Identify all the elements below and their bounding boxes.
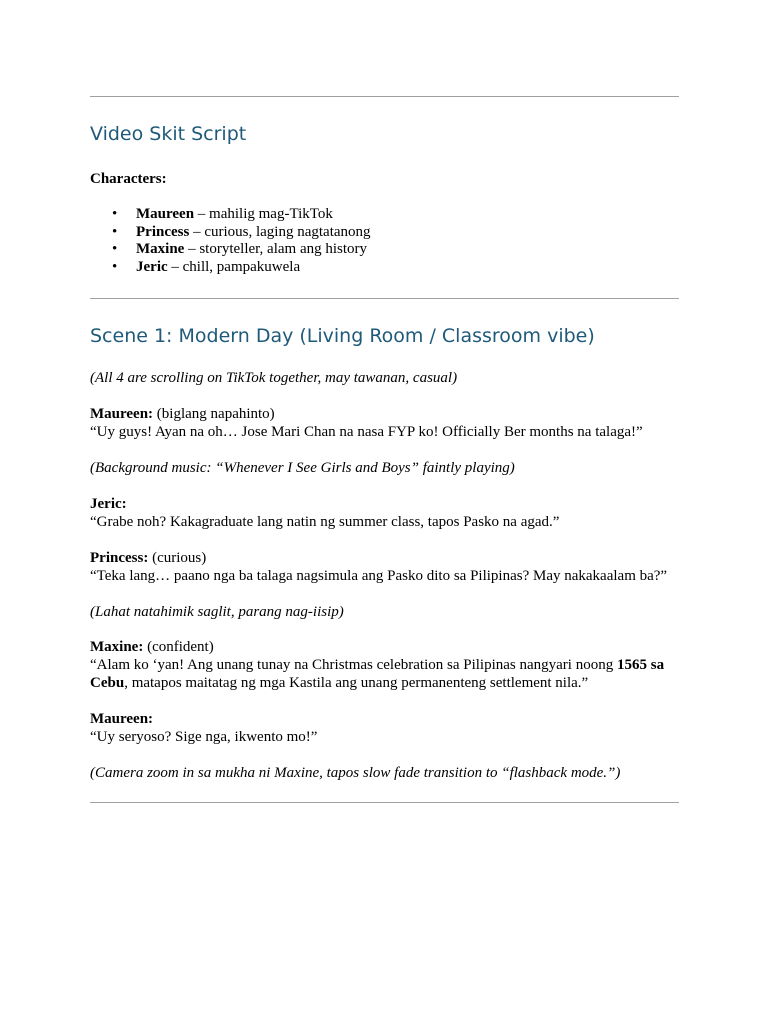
speaker-note: (confident) [143,639,214,655]
dialogue-speaker [90,549,679,567]
stage-direction: (Lahat natahimik saglit, parang nag-iisip) [90,604,344,620]
dialogue-text: , matapos maitatag ng mga Kastila ang unang permanenteng settlement nila.” [124,675,589,691]
character-name: Maxine [136,241,185,258]
bullet-icon: • [112,206,118,222]
character-name: Jeric [136,259,168,276]
dialogue-line [90,656,679,692]
character-name: Princess [136,223,190,240]
dialogue-speaker [90,638,679,656]
speaker-note: (curious) [148,550,207,566]
dialogue-line: “Grabe noh? Kakagraduate lang natin ng summer class, tapos Pasko na agad.” [90,514,560,530]
dialogue-speaker [90,495,679,513]
bullet-icon: • [112,241,118,258]
stage-direction: (All 4 are scrolling on TikTok together, may tawanan, casual) [90,370,458,386]
speaker-name: Maureen: [90,711,154,727]
speaker-name: Maureen: [90,406,154,422]
bullet-icon: • [112,259,118,276]
scene-heading: Scene 1: Modern Day (Living Room / Classroom vibe) [90,325,595,347]
list-item [90,259,371,277]
speaker-name: Maxine: [90,639,144,655]
character-desc: – curious, laging nagtatanong [189,223,371,240]
characters-list [90,206,371,277]
character-desc: – chill, pampakuwela [167,259,301,276]
document-title: Video Skit Script [90,123,247,145]
characters-label: Characters: [90,171,167,187]
speaker-note: (biglang napahinto) [153,406,275,422]
dialogue-speaker [90,710,679,728]
list-item [90,224,371,242]
list-item [90,206,371,224]
dialogue-line: “Teka lang… paano nga ba talaga nagsimula ang Pasko dito sa Pilipinas? May nakakaalam ba?” [90,568,668,584]
stage-direction: (Background music: “Whenever I See Girls and Boys” faintly playing) [90,460,515,476]
dialogue-emphasis: 1565 sa Cebu [90,657,665,691]
character-desc: – mahilig mag-TikTok [194,206,333,222]
speaker-name: Jeric: [90,496,127,512]
horizontal-rule [90,96,679,97]
dialogue-line: “Uy seryoso? Sige nga, ikwento mo!” [90,729,318,745]
dialogue-text: “Alam ko ‘yan! Ang unang tunay na Christmas celebration sa Pilipinas nangyari noong [90,657,617,673]
dialogue-speaker [90,405,679,423]
speaker-name: Princess: [90,550,149,566]
character-desc: – storyteller, alam ang history [184,241,368,258]
horizontal-rule [90,802,679,803]
stage-direction: (Camera zoom in sa mukha ni Maxine, tapos slow fade transition to “flashback mode.”) [90,765,621,781]
character-name: Maureen [136,206,195,222]
bullet-icon: • [112,223,118,240]
dialogue-line: “Uy guys! Ayan na oh… Jose Mari Chan na nasa FYP ko! Officially Ber months na talaga!” [90,424,643,440]
list-item [90,241,371,259]
horizontal-rule [90,298,679,299]
